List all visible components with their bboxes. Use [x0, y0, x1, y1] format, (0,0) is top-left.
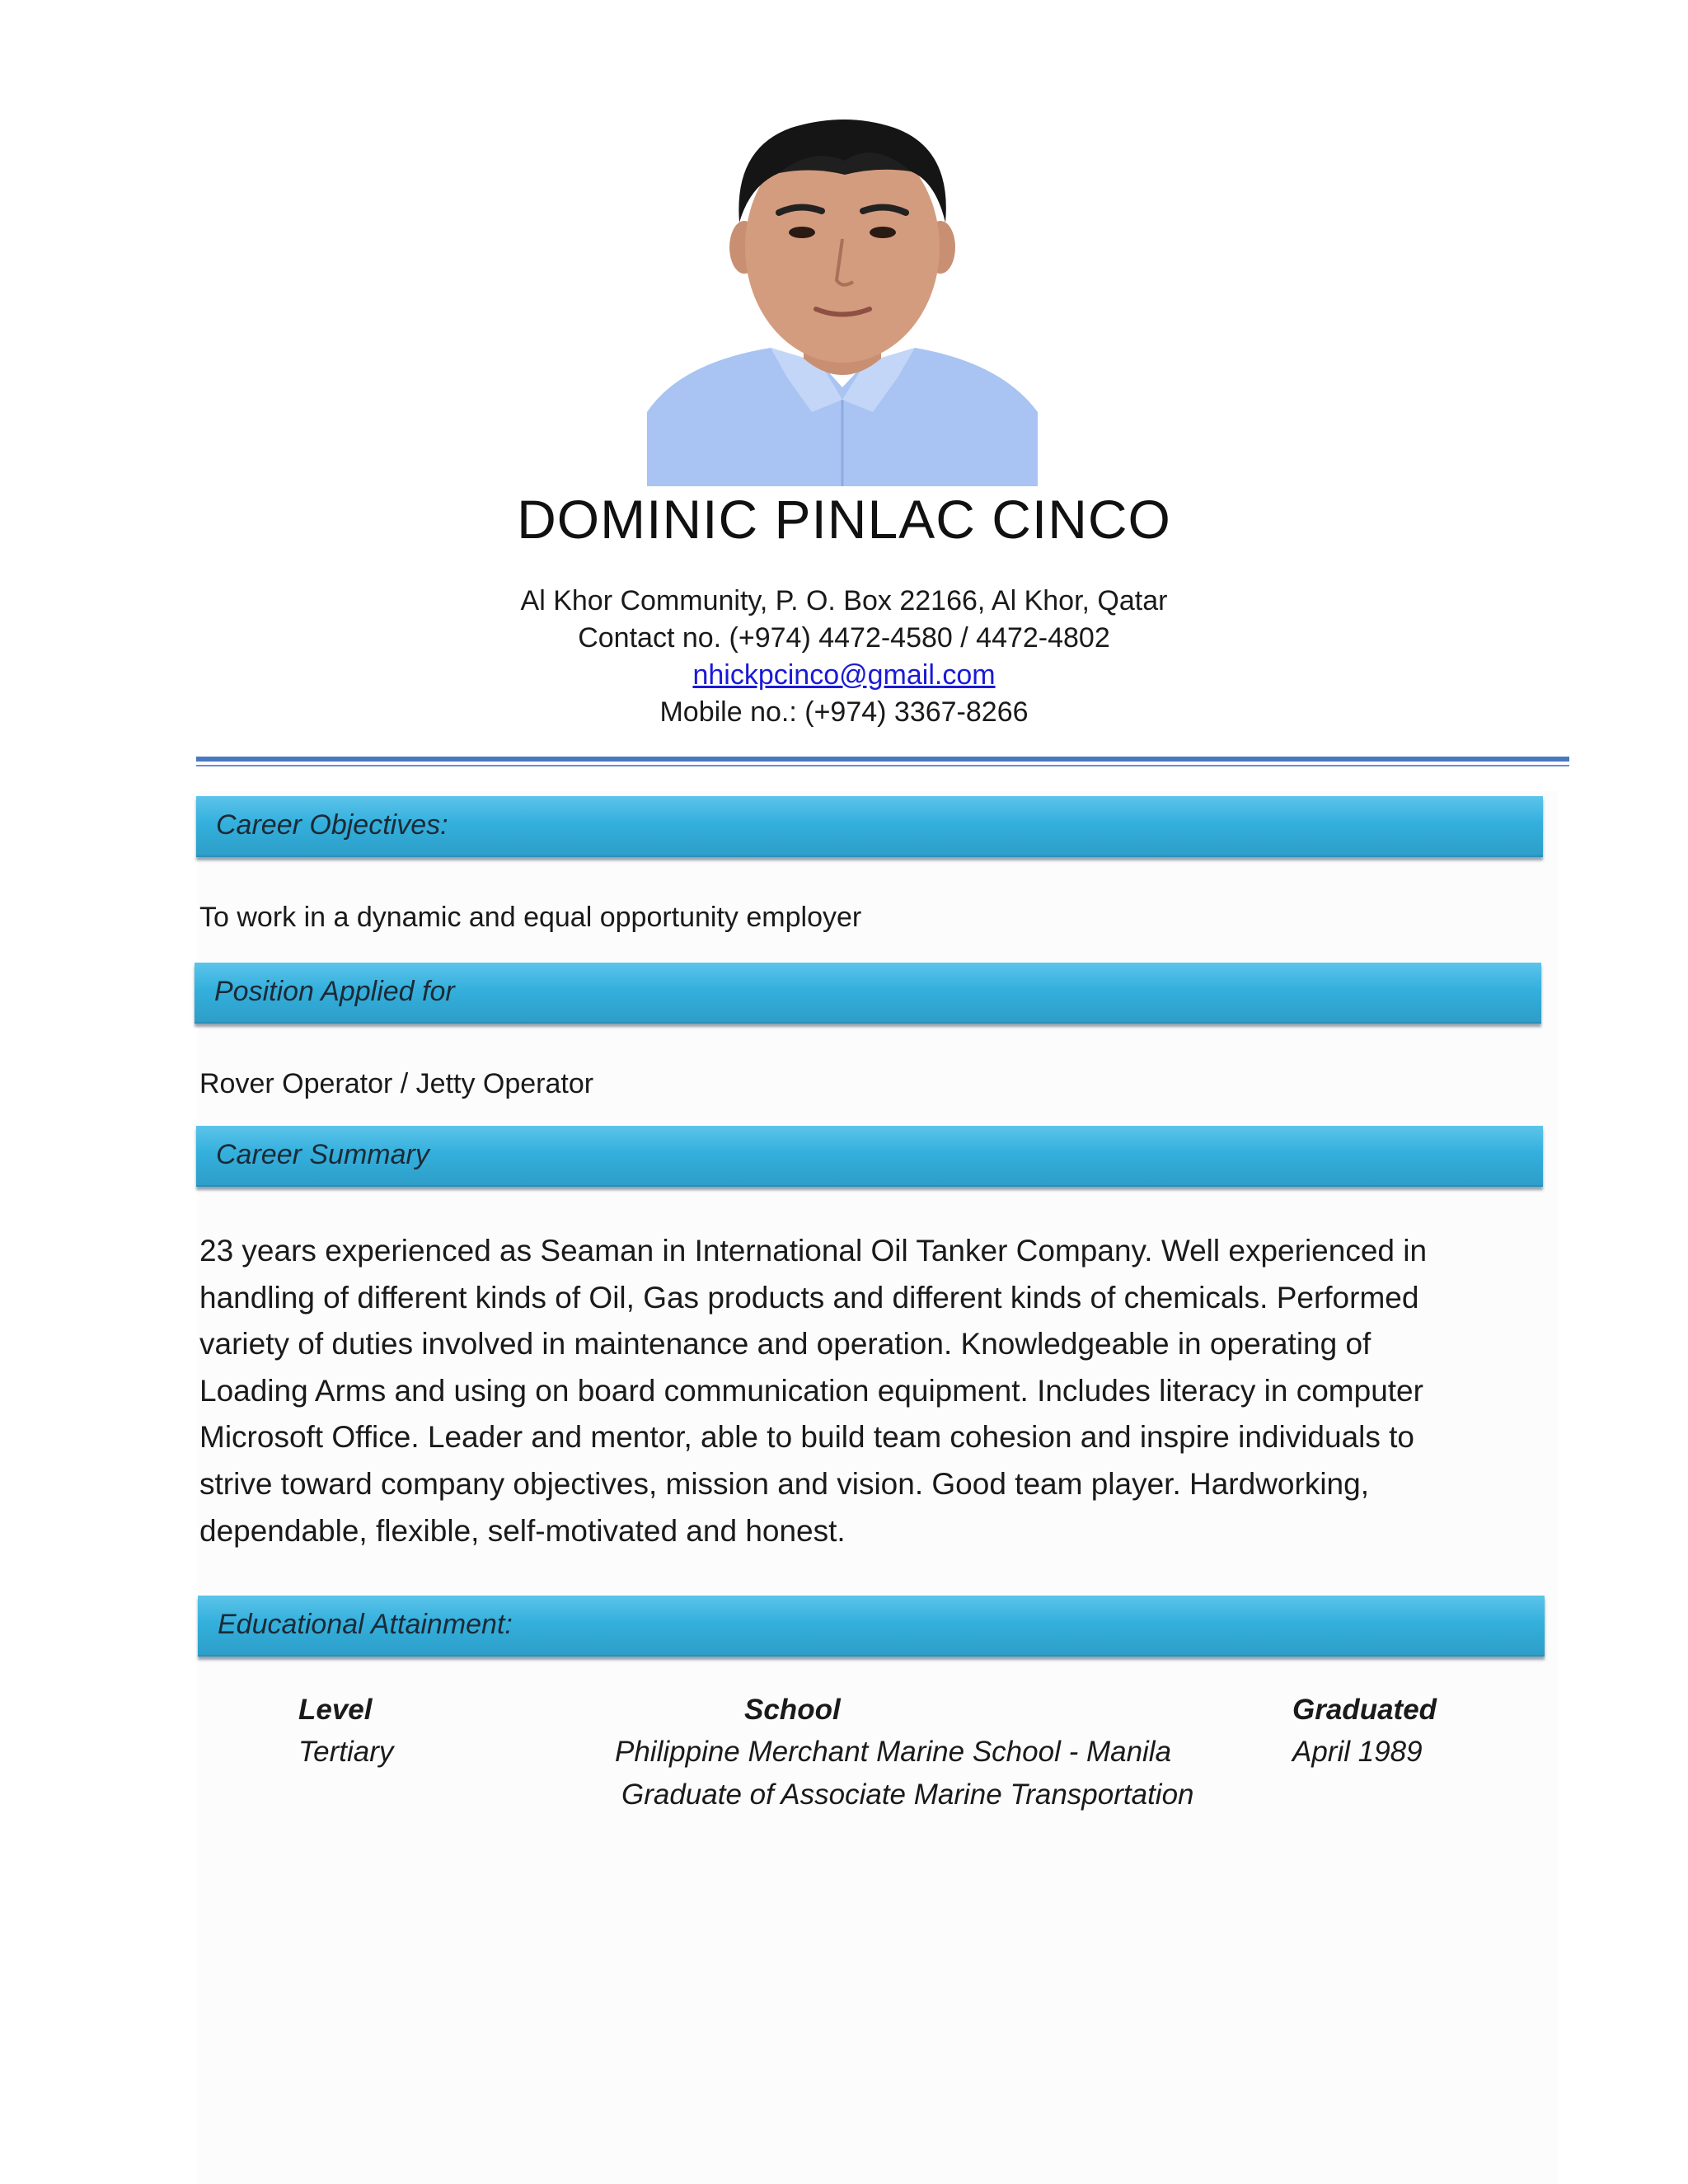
education-level: Tertiary — [298, 1736, 394, 1768]
email-link[interactable]: nhickpcinco@gmail.com — [692, 659, 996, 691]
section-title: Position Applied for — [214, 976, 455, 1007]
education-header-level: Level — [298, 1694, 373, 1726]
profile-photo — [647, 115, 1038, 486]
section-title: Educational Attainment: — [218, 1609, 513, 1640]
address-line: Al Khor Community, P. O. Box 22166, Al Khor, Qatar — [520, 585, 1168, 616]
education-graduated: April 1989 — [1292, 1736, 1423, 1768]
summary-line: dependable, flexible, self-motivated and honest. — [199, 1513, 846, 1548]
mobile-number: Mobile no.: (+974) 3367-8266 — [659, 696, 1029, 728]
education-header-graduated: Graduated — [1292, 1694, 1437, 1726]
summary-line: variety of duties involved in maintenance and operation. Knowledgeable in operating of — [199, 1327, 1372, 1361]
section-title: Career Objectives: — [216, 809, 448, 841]
education-header-school: School — [744, 1694, 841, 1726]
summary-line: strive toward company objectives, mission and vision. Good team player. Hardworking, — [199, 1466, 1369, 1501]
section-header-educational-attainment — [198, 1596, 1545, 1657]
summary-line: handling of different kinds of Oil, Gas products and different kinds of chemicals. Performed — [199, 1280, 1419, 1315]
career-summary-paragraph — [199, 1228, 1452, 1554]
portrait-photo-icon — [647, 115, 1038, 486]
education-course: Graduate of Associate Marine Transportation — [621, 1779, 1194, 1811]
summary-line: Microsoft Office. Leader and mentor, able to build team cohesion and inspire individuals to — [199, 1420, 1415, 1455]
header-divider — [196, 757, 1569, 762]
section-title: Career Summary — [216, 1139, 429, 1170]
position-applied-text: Rover Operator / Jetty Operator — [199, 1068, 594, 1099]
section-header-position-applied — [195, 963, 1541, 1024]
career-objective-text: To work in a dynamic and equal opportunity employer — [199, 902, 862, 933]
section-header-career-summary — [196, 1126, 1543, 1187]
header-divider-thin — [196, 765, 1569, 766]
candidate-name: DOMINIC PINLAC CINCO — [517, 489, 1171, 550]
summary-line: 23 years experienced as Seaman in International Oil Tanker Company. Well experienced in — [199, 1234, 1428, 1268]
education-school: Philippine Merchant Marine School - Manila — [615, 1736, 1172, 1768]
section-header-career-objectives — [196, 796, 1543, 857]
email-line — [0, 659, 1688, 691]
summary-line: Loading Arms and using on board communication equipment. Includes literacy in computer — [199, 1373, 1423, 1408]
contact-number: Contact no. (+974) 4472-4580 / 4472-4802 — [578, 622, 1110, 654]
